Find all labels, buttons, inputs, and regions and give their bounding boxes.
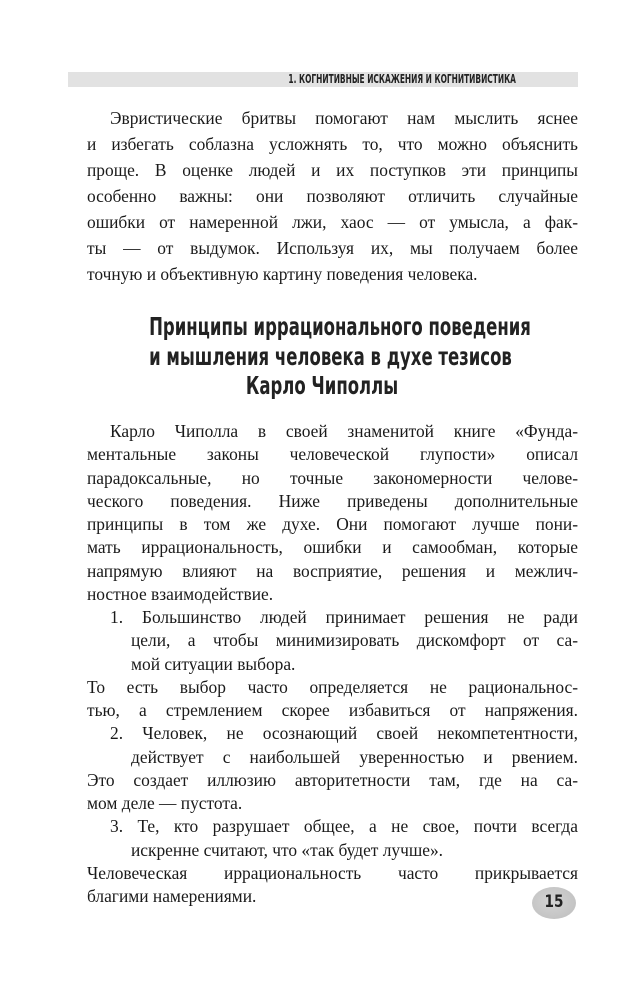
text-line: искренне считают, что «так будет лучше». [131,839,444,860]
text-line: Карло Чиполла в своей знаменитой книге «Фунда- [110,421,578,441]
text-line: ностное взаимодействие. [87,583,274,604]
text-line: благими намерениями. [87,886,257,906]
page-number: 15 [544,892,564,912]
heading-line: Карло Чиполлы [245,371,399,400]
text-line: ческого поведения. Ниже приведены дополнительные [87,490,578,511]
text-line: мать иррациональность, ошибки и самообман, которые [87,537,578,558]
text-line: напрямую влияют на восприятие, решения и межлич- [87,560,578,581]
section-body [87,420,578,908]
text-line: тью, а стремлением скорее избавиться от напряжения. [87,700,578,720]
text-line: проще. В оценке людей и их поступков эти принципы [87,160,578,180]
text-line: мом деле — пустота. [87,793,243,813]
text-line: парадоксальные, но точные закономерности челове- [87,467,578,488]
list-item: 2. Человек, не осознающий своей некомпетентности, [110,723,578,744]
intro-paragraph [87,105,578,287]
text-line: Это создает иллюзию авторитетности там, где на са- [87,769,578,790]
running-head [68,72,578,87]
text-line: действует с наибольшей уверенностью и рвением. [131,746,578,767]
text-line: Эвристические бритвы помогают нам мыслить яснее [110,108,578,128]
text-line: принципы в том же духе. Они помогают лучше пони- [87,514,578,534]
section-heading [60,312,584,401]
text-line: ментальные законы человеческой глупости» описал [87,444,578,465]
text-line: и избегать соблазна усложнять то, что можно объяснить [87,134,578,154]
text-line: Человеческая иррациональность часто прикрывается [87,862,578,883]
heading-line: и мышления человека в духе тезисов [149,341,512,371]
text-line: особенно важны: они позволяют отличить случайные [87,186,578,206]
text-line: То есть выбор часто определяется не рациональнос- [87,676,578,697]
text-line: ошибки от намеренной лжи, хаос — от умысла, а фак- [87,212,578,232]
text-line: точную и объективную картину поведения человека. [87,264,478,284]
text-line: мой ситуации выбора. [131,653,296,674]
list-item: 3. Те, кто разрушает общее, а не свое, почти всегда [110,816,578,837]
running-head-title: 1. КОГНИТИВНЫЕ ИСКАЖЕНИЯ И КОГНИТИВИСТИКА [288,72,516,86]
list-item: 1. Большинство людей принимает решения не ради [110,607,578,627]
text-line: ты — от выдумок. Используя их, мы получаем более [87,238,578,258]
text-line: цели, а чтобы минимизировать дискомфорт от са- [131,630,578,651]
page-number-badge [532,887,576,919]
heading-line: Принципы иррационального поведения [149,312,531,341]
